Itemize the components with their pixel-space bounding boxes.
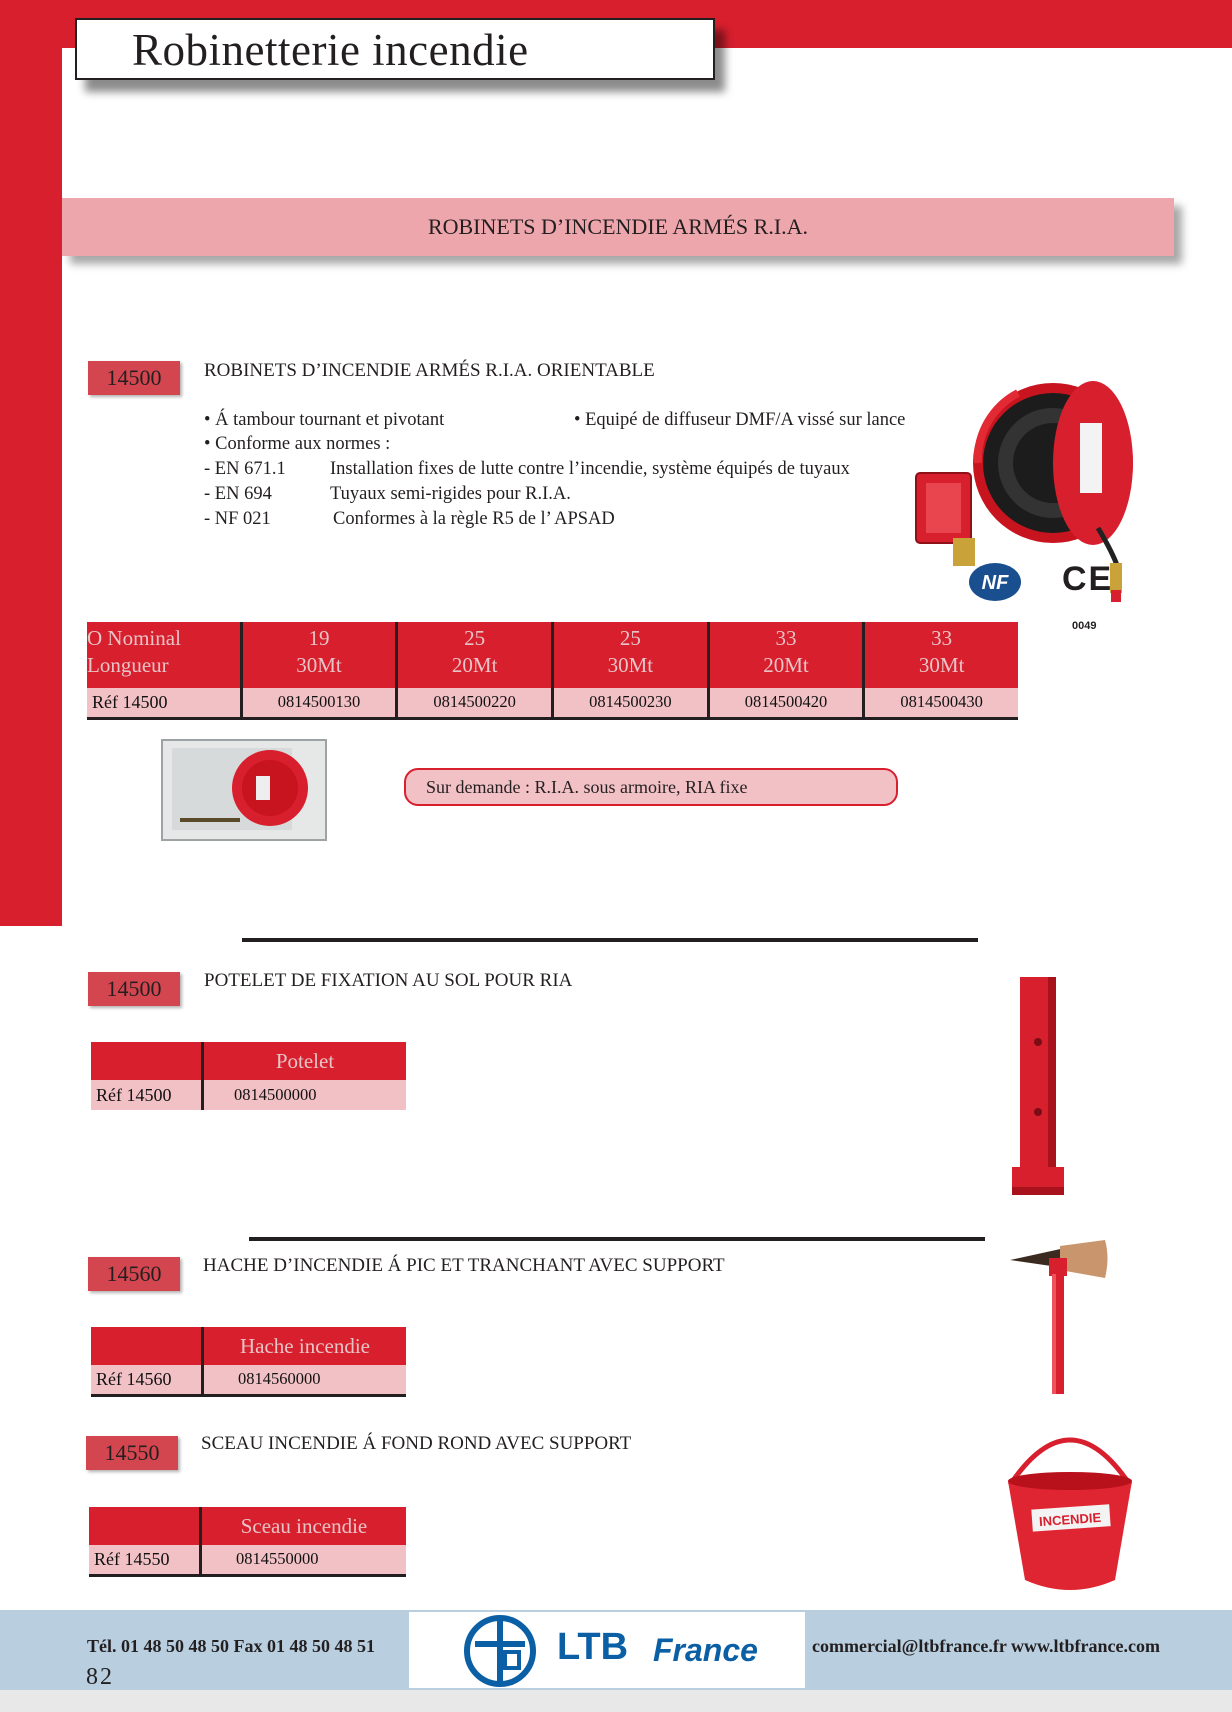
table-row-label: Réf 14550: [89, 1545, 201, 1575]
table-row-label: Réf 14500: [91, 1080, 203, 1110]
table-cell-ref: 0814500420: [708, 688, 864, 718]
note-text: Sur demande : R.I.A. sous armoire, RIA fixe: [426, 777, 748, 797]
left-red-bar: [0, 0, 62, 926]
table-cell-ref: 0814500220: [397, 688, 553, 718]
table-row-label: Réf 14560: [91, 1365, 203, 1395]
norm-description: Installation fixes de lutte contre l’incendie, système équipés de tuyaux: [330, 459, 850, 479]
table-cell-ref: 0814550000: [201, 1545, 407, 1575]
table-column-header: Sceau incendie: [201, 1507, 407, 1545]
table-diameter: 25: [464, 626, 486, 650]
product-title: POTELET DE FIXATION AU SOL POUR RIA: [204, 970, 573, 991]
product-ref-badge: 14500: [88, 972, 180, 1006]
table-cell-ref: 0814500000: [203, 1080, 407, 1110]
feature-bullet: • Equipé de diffuseur DMF/A vissé sur lance: [574, 410, 906, 430]
svg-text:NF: NF: [981, 572, 1009, 594]
section-divider: [242, 938, 978, 942]
norm-description: Conformes à la règle R5 de l’ APSAD: [333, 509, 615, 529]
reference-table: [87, 622, 1018, 720]
page-number: 82: [86, 1664, 114, 1690]
section-divider: [249, 1237, 985, 1241]
feature-bullet: • Conforme aux normes :: [204, 434, 391, 454]
table-cell-ref: 0814560000: [203, 1365, 407, 1395]
norm-code: - NF 021: [204, 509, 271, 529]
ltb-emblem-icon: [463, 1614, 537, 1688]
company-logo: [409, 1612, 805, 1688]
section-title: ROBINETS D’INCENDIE ARMÉS R.I.A.: [62, 198, 1174, 256]
table-length: 30Mt: [918, 653, 965, 677]
logo-france-text: France: [653, 1632, 758, 1668]
fire-bucket-image: [1000, 1415, 1140, 1605]
table-cell-ref: 0814500130: [241, 688, 397, 718]
product-title: HACHE D’INCENDIE Á PIC ET TRANCHANT AVEC SUPPORT: [203, 1255, 725, 1276]
reference-table: [89, 1507, 406, 1577]
table-cell-ref: 0814500230: [552, 688, 708, 718]
page-title: Robinetterie incendie: [132, 25, 529, 75]
fire-axe-image: [1005, 1238, 1115, 1398]
table-cell-ref: 0814500430: [864, 688, 1018, 718]
reference-table: [91, 1327, 406, 1397]
table-column-header: Potelet: [203, 1042, 407, 1080]
product-ref-badge: 14550: [86, 1436, 178, 1470]
floor-post-image: [1010, 972, 1076, 1202]
table-length: 30Mt: [296, 653, 342, 677]
svg-text:INCENDIE: INCENDIE: [1038, 1509, 1102, 1530]
table-header-diameter: O Nominal: [87, 626, 181, 650]
nf-certification-logo: [968, 562, 1022, 602]
ce-mark: CE: [1062, 560, 1114, 598]
table-length: 20Mt: [763, 653, 809, 677]
feature-bullet: • Á tambour tournant et pivotant: [204, 410, 445, 430]
norm-description: Tuyaux semi-rigides pour R.I.A.: [330, 484, 571, 504]
ce-number: 0049: [1072, 620, 1097, 632]
table-header-length: Longueur: [87, 653, 169, 677]
table-length: 20Mt: [451, 653, 498, 677]
footer-contact: commercial@ltbfrance.fr www.ltbfrance.com: [812, 1636, 1160, 1656]
page-title-box: [75, 18, 715, 80]
note-box: [404, 768, 898, 806]
product-ref-badge: 14560: [88, 1257, 180, 1291]
product-title: ROBINETS D’INCENDIE ARMÉS R.I.A. ORIENTABLE: [204, 360, 655, 381]
table-diameter: 25: [619, 626, 641, 650]
logo-ltb-text: LTB: [557, 1626, 629, 1668]
table-diameter: 33: [775, 626, 797, 650]
footer-phone-fax: Tél. 01 48 50 48 50 Fax 01 48 50 48 51: [87, 1636, 375, 1656]
table-column-header: Hache incendie: [203, 1327, 407, 1365]
table-length: 30Mt: [607, 653, 654, 677]
norm-code: - EN 671.1: [204, 459, 286, 479]
table-row-label: Réf 14500: [87, 688, 241, 718]
product-title: SCEAU INCENDIE Á FOND ROND AVEC SUPPORT: [201, 1433, 632, 1454]
norm-code: - EN 694: [204, 484, 272, 504]
table-diameter: 19: [308, 626, 330, 650]
table-diameter: 33: [931, 626, 953, 650]
reference-table: [91, 1042, 406, 1110]
product-ref-badge: 14500: [88, 361, 180, 395]
footer-bottom-band: [0, 1690, 1232, 1712]
cabinet-ria-image: [160, 738, 328, 842]
